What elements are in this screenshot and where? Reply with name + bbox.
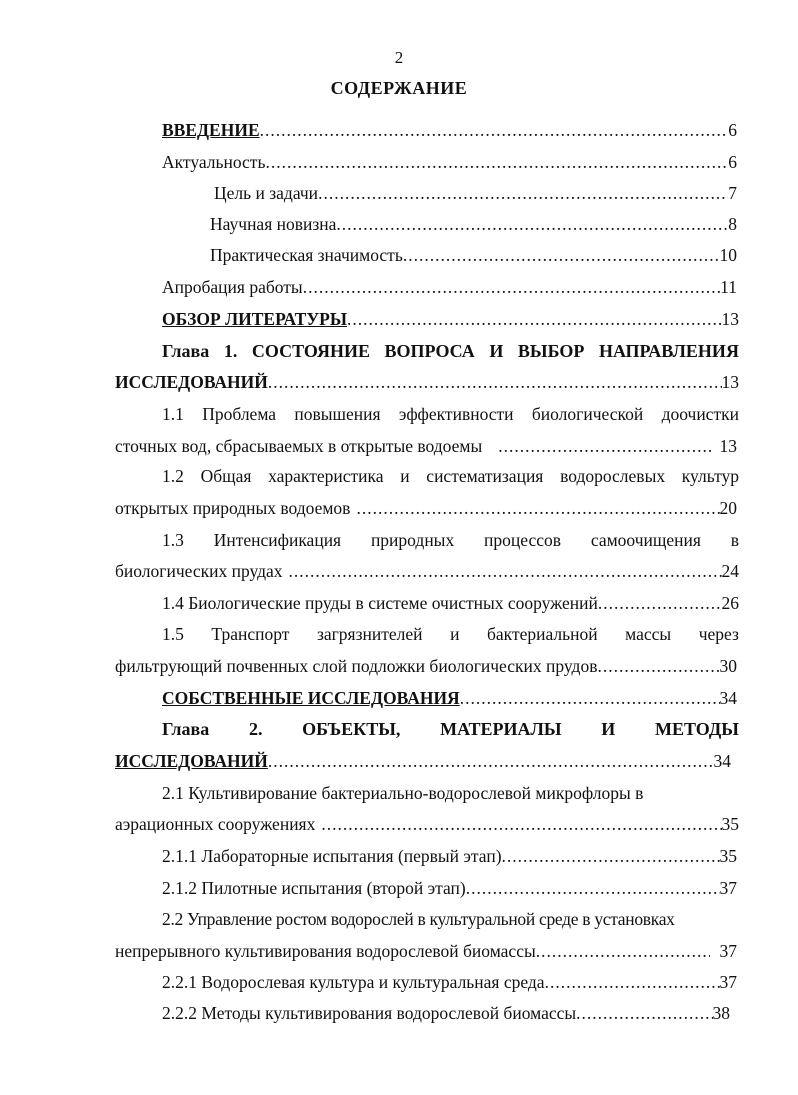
toc-s1-5-heading[interactable]: 1.5 Транспорт загрязнителей и бактериальной массы через (162, 624, 739, 644)
page-number: 2 (394, 48, 404, 67)
toc-page: 30 (719, 656, 737, 676)
toc-s2-2-heading[interactable] (162, 907, 739, 931)
toc-entry-s1-5[interactable] (115, 654, 737, 678)
toc-entry-s1-3[interactable] (115, 559, 739, 583)
toc-page: 13 (719, 436, 737, 456)
toc-entry-goals[interactable] (214, 181, 737, 205)
toc-entry-s2-2[interactable] (115, 939, 737, 963)
toc-label: Научная новизна (210, 214, 337, 234)
toc-entry-s1-4[interactable] (162, 591, 739, 615)
toc-entry-practical[interactable] (210, 243, 737, 267)
toc-entry-s2-1-1[interactable] (162, 844, 737, 868)
toc-page: 38 (712, 1003, 730, 1023)
toc-entry-literature-review[interactable] (162, 307, 739, 331)
toc-entry-chapter2[interactable] (115, 749, 731, 773)
toc-page: 13 (721, 372, 739, 392)
toc-label: Практическая значимость (210, 245, 403, 265)
toc-label: Актуальность (162, 152, 266, 172)
toc-page: 37 (719, 972, 737, 992)
toc-s1-3-heading[interactable]: 1.3 Интенсификация природных процессов самоочищения в (162, 530, 739, 550)
toc-page: 37 (719, 941, 737, 961)
toc-label: непрерывного культивирования водорослевой биомассы (115, 941, 536, 961)
toc-label: 2.2.1 Водорослевая культура и культуральная среда (162, 972, 545, 992)
toc-label: аэрационных сооружениях (115, 814, 316, 834)
toc-entry-novelty[interactable] (210, 212, 737, 236)
toc-page: 11 (720, 277, 737, 297)
toc-label: сточных вод, сбрасываемых в открытые водоемы (115, 436, 483, 456)
toc-page: 6 (728, 120, 737, 140)
toc-page: 8 (728, 214, 737, 234)
toc-page: 37 (719, 878, 737, 898)
toc-label: 2.1.1 Лабораторные испытания (первый этап) (162, 846, 502, 866)
toc-label: биологических прудах (115, 561, 283, 581)
toc-entry-s2-2-2[interactable] (162, 1001, 730, 1025)
toc-page: 24 (721, 561, 739, 581)
page-title: СОДЕРЖАНИЕ (330, 78, 468, 98)
toc-entry-s2-2-1[interactable] (162, 970, 737, 994)
toc-entry-approbation[interactable] (162, 275, 737, 299)
toc-entry-s2-1[interactable] (115, 812, 739, 836)
toc-s2-1-heading[interactable] (162, 781, 739, 805)
toc-label: Цель и задачи (214, 183, 319, 203)
toc-page: 6 (728, 152, 737, 172)
toc-page: 7 (728, 183, 737, 203)
toc-entry-s2-1-2[interactable] (162, 876, 737, 900)
toc-label: 2.2 Управление ростом водорослей в культуральной среде в установках (162, 909, 675, 929)
toc-label: СОБСТВЕННЫЕ ИССЛЕДОВАНИЯ (162, 688, 460, 708)
toc-label: 2.1.2 Пилотные испытания (второй этап) (162, 878, 466, 898)
toc-chapter1-heading[interactable]: Глава 1. СОСТОЯНИЕ ВОПРОСА И ВЫБОР НАПРАВЛЕНИЯ (162, 341, 739, 361)
toc-s1-2-heading[interactable]: 1.2 Общая характеристика и систематизация водорослевых культур (162, 466, 739, 486)
toc-label: ВВЕДЕНИЕ (162, 120, 260, 140)
toc-label: открытых природных водоемов (115, 498, 351, 518)
toc-label: Апробация работы (162, 277, 303, 297)
toc-page: 20 (719, 498, 737, 518)
toc-label: ИССЛЕДОВАНИЙ (115, 372, 268, 392)
toc-entry-s1-1[interactable] (115, 434, 737, 458)
toc-page: 26 (721, 593, 739, 613)
toc-page: 13 (721, 309, 739, 329)
toc-s1-1-heading[interactable]: 1.1 Проблема повышения эффективности биологической доочистки (162, 404, 739, 424)
toc-entry-relevance[interactable] (162, 150, 737, 174)
toc-page: 10 (719, 245, 737, 265)
toc-entry-s1-2[interactable] (115, 496, 737, 520)
toc-entry-own-research[interactable] (162, 686, 737, 710)
toc-chapter2-heading[interactable]: Глава 2. ОБЪЕКТЫ, МАТЕРИАЛЫ И МЕТОДЫ (162, 719, 739, 739)
toc-label: ОБЗОР ЛИТЕРАТУРЫ (162, 309, 348, 329)
toc-label: фильтрующий почвенных слой подложки биологических прудов (115, 656, 598, 676)
toc-label: 1.4 Биологические пруды в системе очистных сооружений (162, 593, 598, 613)
toc-label: 2.2.2 Методы культивирования водорослевой биомассы (162, 1003, 577, 1023)
toc-entry-chapter1[interactable] (115, 370, 739, 394)
toc-page: 34 (719, 688, 737, 708)
toc-page: 35 (719, 846, 737, 866)
toc-entry-introduction[interactable] (162, 118, 737, 142)
toc-label: 2.1 Культивирование бактериально-водорослевой микрофлоры в (162, 783, 644, 803)
toc-page: 34 (713, 751, 731, 771)
toc-label: ИССЛЕДОВАНИЙ (115, 751, 268, 771)
toc-page: 35 (721, 814, 739, 834)
